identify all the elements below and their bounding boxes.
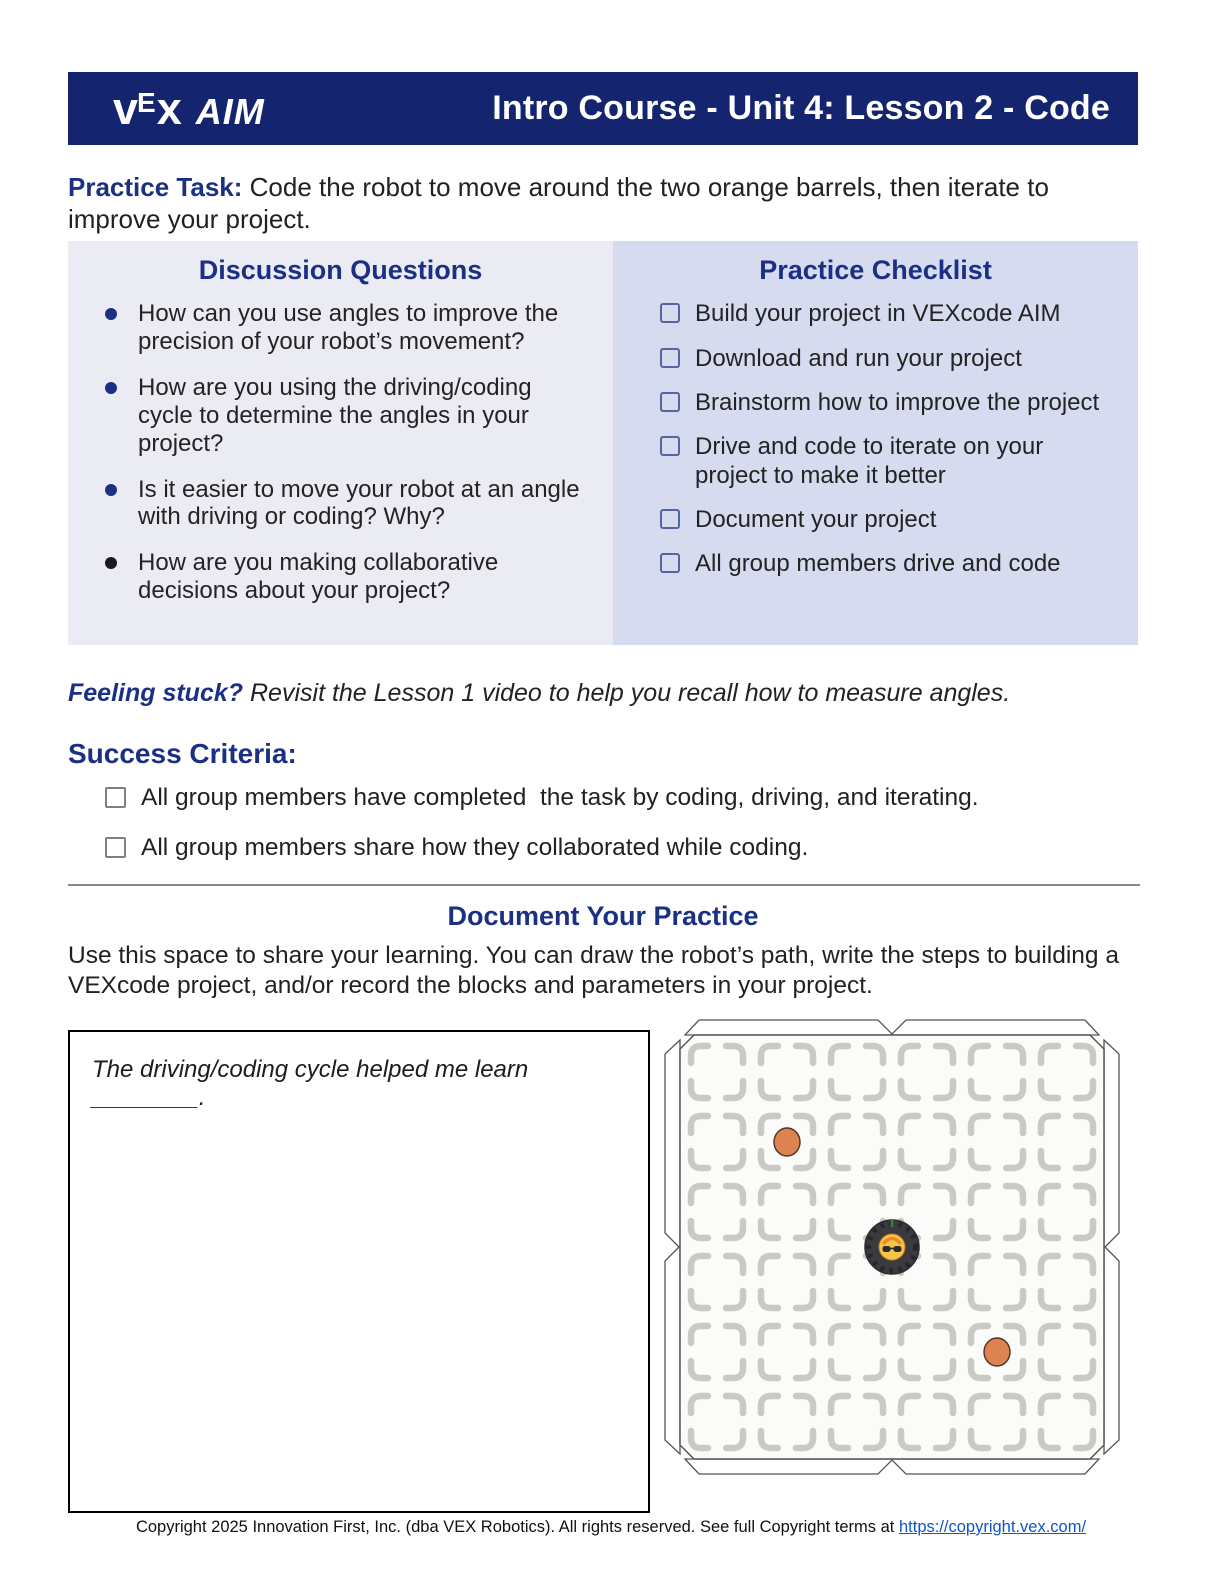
feeling-stuck-note xyxy=(68,679,1138,708)
checklist-item xyxy=(660,433,1120,490)
discussion-questions-title: Discussion Questions xyxy=(198,255,483,286)
checkbox[interactable] xyxy=(105,837,126,858)
checkbox[interactable] xyxy=(660,348,680,368)
practice-checklist-panel xyxy=(613,241,1138,644)
logo-aim: AIM xyxy=(195,90,265,132)
checkbox[interactable] xyxy=(660,436,680,456)
copyright-text: Copyright 2025 Innovation First, Inc. (dba VEX Robotics). All rights reserved. See full Copyright terms at xyxy=(135,1518,899,1536)
discussion-questions-list xyxy=(68,300,613,604)
checkbox[interactable] xyxy=(660,303,680,323)
checkbox[interactable] xyxy=(660,553,680,573)
checklist-item-text: Download and run your project xyxy=(695,344,1022,372)
checklist-item xyxy=(660,345,1120,373)
checklist-item-text: All group members drive and code xyxy=(695,550,1061,578)
checklist-item xyxy=(660,506,1120,534)
field-svg xyxy=(662,1017,1122,1493)
discussion-questions-panel xyxy=(68,241,613,644)
page-title: Intro Course - Unit 4: Lesson 2 - Code xyxy=(492,89,1110,127)
success-criteria-text: All group members have completed the task by coding, driving, and iterating. xyxy=(141,783,979,811)
response-box[interactable] xyxy=(68,1030,650,1513)
bullet-icon xyxy=(105,557,117,569)
checkbox[interactable] xyxy=(105,787,126,808)
success-criteria-title: Success Criteria: xyxy=(68,737,297,769)
orange-barrel xyxy=(774,1128,800,1156)
success-criteria-item xyxy=(105,834,1138,862)
bullet-icon xyxy=(105,308,117,320)
logo-letter-x: x xyxy=(156,82,180,134)
checklist-item xyxy=(660,389,1120,417)
practice-task-label: Practice Task: xyxy=(68,172,243,202)
two-column-section xyxy=(68,241,1138,644)
checkbox[interactable] xyxy=(660,509,680,529)
logo-letter-v: v xyxy=(113,82,137,134)
copyright-link[interactable]: https://copyright.vex.com/ xyxy=(898,1518,1087,1536)
checklist-item-text: Drive and code to iterate on your project to make it better xyxy=(695,433,1044,489)
document-practice-intro: Use this space to share your learning. You can draw the robot’s path, write the steps to building a VEXcode project, and/or record the blocks and parameters in your project. xyxy=(68,941,1119,999)
discussion-question-text: How are you making collaborative decisions about your project? xyxy=(138,549,499,605)
field-diagram xyxy=(662,1017,1122,1498)
discussion-question-item xyxy=(105,300,587,356)
discussion-question-text: Is it easier to move your robot at an angle with driving or coding? Why? xyxy=(138,475,580,531)
feeling-stuck-label: Feeling stuck? xyxy=(68,678,244,707)
practice-task xyxy=(68,171,1138,235)
practice-checklist-title: Practice Checklist xyxy=(759,255,992,286)
section-divider xyxy=(68,884,1140,886)
success-criteria-item xyxy=(105,784,1138,812)
checklist-item xyxy=(660,550,1120,578)
checklist-item-text: Brainstorm how to improve the project xyxy=(695,389,1100,417)
bullet-icon xyxy=(105,382,117,394)
success-criteria-list xyxy=(68,784,1138,862)
discussion-question-item xyxy=(105,374,587,457)
aim-robot xyxy=(865,1220,919,1274)
checkbox[interactable] xyxy=(660,392,680,412)
copyright-footer xyxy=(0,1518,1222,1537)
logo-letter-e: E xyxy=(137,86,156,118)
checklist-item xyxy=(660,300,1120,328)
work-area xyxy=(68,1030,1138,1513)
checklist-item-text: Document your project xyxy=(695,506,937,534)
discussion-question-item xyxy=(105,549,587,605)
response-prompt: The driving/coding cycle helped me learn ________. xyxy=(92,1055,529,1111)
discussion-question-text: How are you using the driving/coding cycle to determine the angles in your project? xyxy=(138,374,532,457)
vex-aim-logo xyxy=(113,83,265,135)
success-criteria-text: All group members share how they collaborated while coding. xyxy=(141,833,809,861)
discussion-question-item xyxy=(105,476,587,532)
feeling-stuck-text: Revisit the Lesson 1 video to help you recall how to measure angles. xyxy=(250,678,1011,707)
bullet-icon xyxy=(105,484,117,496)
practice-checklist-list xyxy=(613,300,1138,578)
practice-task-text: Code the robot to move around the two orange barrels, then iterate to improve your project. xyxy=(68,172,1049,235)
header-bar xyxy=(68,72,1138,145)
document-practice-title: Document Your Practice xyxy=(447,900,759,931)
discussion-question-text: How can you use angles to improve the precision of your robot’s movement? xyxy=(138,300,559,356)
checklist-item-text: Build your project in VEXcode AIM xyxy=(695,300,1061,328)
orange-barrel xyxy=(984,1338,1010,1366)
